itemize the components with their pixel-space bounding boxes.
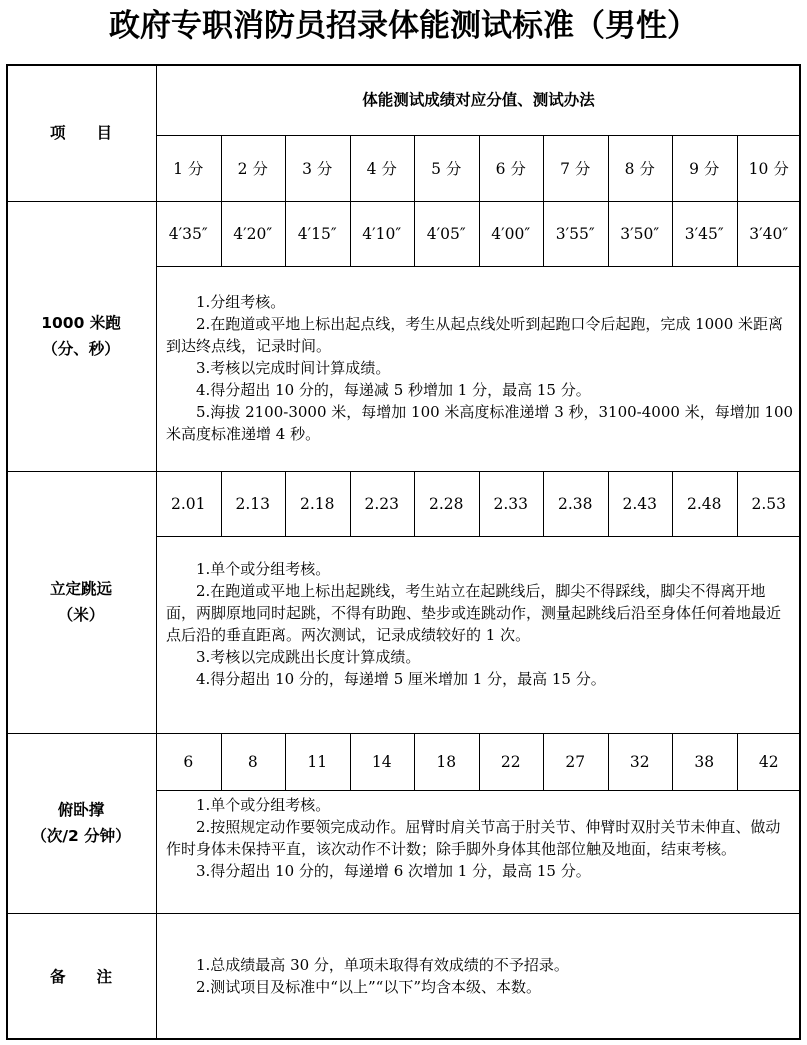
- jump-values-divider: [156, 536, 801, 537]
- jump-cell: 2.28: [428, 494, 464, 513]
- pushup-note-3: 3.得分超出 10 分的，每递增 6 次增加 1 分，最高 15 分。: [196, 862, 591, 880]
- pushup-notes: [166, 794, 794, 882]
- pushup-note-1: 1.单个或分组考核。: [196, 796, 331, 814]
- jump-cell: 2.53: [751, 494, 786, 513]
- column-divider: [543, 471, 544, 536]
- column-divider: [221, 201, 222, 266]
- run-label-line2: （分、秒）: [42, 340, 120, 358]
- scores-cell: 1 分: [173, 160, 204, 178]
- run-notes: [166, 291, 794, 445]
- jump-note-1: 1.单个或分组考核。: [196, 560, 331, 578]
- column-divider: [543, 135, 544, 201]
- run-cell: 4′35″: [168, 224, 208, 243]
- run-cell: 4′15″: [297, 224, 337, 243]
- jump-cell: 2.01: [170, 494, 206, 513]
- scores-cell: 9 分: [689, 160, 720, 178]
- column-divider: [672, 733, 673, 790]
- scores-cell: 8 分: [624, 160, 655, 178]
- column-divider: [608, 135, 609, 201]
- column-divider: [479, 733, 480, 790]
- pushup-label: [6, 733, 156, 913]
- pushup-label-line1: 俯卧撑: [57, 801, 105, 819]
- column-divider: [737, 733, 738, 790]
- column-divider: [350, 135, 351, 201]
- pushup-note-2: 2.按照规定动作要领完成动作。屈臂时肩关节高于肘关节、伸臂时双肘关节未伸直、做动作时身体未保持平直，该次动作不计数；除手脚外身体其他部位触及地面，结束考核。: [166, 818, 781, 858]
- column-divider: [221, 733, 222, 790]
- run-cell: 3′40″: [749, 224, 789, 243]
- run-label-line1: 1000 米跑: [41, 314, 121, 332]
- run-cell: 4′05″: [426, 224, 466, 243]
- run-label: [6, 201, 156, 471]
- column-divider: [285, 135, 286, 201]
- column-divider: [285, 733, 286, 790]
- column-divider: [285, 201, 286, 266]
- jump-notes: [166, 558, 794, 690]
- column-divider: [737, 135, 738, 201]
- pushup-values-divider: [156, 790, 801, 791]
- column-divider: [608, 471, 609, 536]
- run-cell: 4′20″: [233, 224, 273, 243]
- pushup-label-line2: （次/2 分钟）: [31, 827, 131, 845]
- column-divider: [672, 135, 673, 201]
- run-note-2: 2.在跑道或平地上标出起点线，考生从起点线处听到起跑口令后起跑，完成 1000 米距离到达终点线，记录时间。: [166, 315, 784, 355]
- jump-note-3: 3.考核以完成跳出长度计算成绩。: [196, 648, 421, 666]
- column-divider: [543, 733, 544, 790]
- run-note-4: 4.得分超出 10 分的，每递减 5 秒增加 1 分，最高 15 分。: [196, 381, 591, 399]
- jump-cell: 2.43: [622, 494, 657, 513]
- run-cell: 3′45″: [684, 224, 724, 243]
- column-divider: [414, 733, 415, 790]
- column-divider: [221, 471, 222, 536]
- run-note-5: 5.海拔 2100-3000 米，每增加 100 米高度标准递增 3 秒，3100-4000 米，每增加 100 米高度标准递增 4 秒。: [166, 403, 794, 443]
- column-divider: [608, 201, 609, 266]
- column-divider: [608, 733, 609, 790]
- item-header: 项 目: [49, 123, 112, 142]
- remarks-note-2: 2.测试项目及标准中“以上”“以下”均含本级、本数。: [196, 978, 541, 996]
- jump-cell: 2.23: [364, 494, 399, 513]
- run-note-3: 3.考核以完成时间计算成绩。: [196, 359, 391, 377]
- scores-cell: 2 分: [237, 160, 268, 178]
- pushup-cell: 32: [629, 752, 650, 771]
- column-divider: [350, 733, 351, 790]
- column-divider: [414, 201, 415, 266]
- column-divider: [414, 471, 415, 536]
- run-cell: 4′10″: [362, 224, 402, 243]
- remarks-notes: [166, 954, 794, 998]
- column-divider: [543, 201, 544, 266]
- run-note-1: 1.分组考核。: [196, 293, 286, 311]
- jump-label: [6, 471, 156, 733]
- run-cell: 4′00″: [491, 224, 531, 243]
- column-divider: [737, 471, 738, 536]
- jump-cell: 2.18: [299, 494, 335, 513]
- span-header: 体能测试成绩对应分值、测试办法: [362, 90, 595, 109]
- pushup-cell: 27: [565, 752, 586, 771]
- column-divider: [479, 471, 480, 536]
- pushup-cell: 22: [500, 752, 521, 771]
- pushup-cell: 18: [436, 752, 457, 771]
- column-divider: [221, 135, 222, 201]
- run-cell: 3′55″: [555, 224, 595, 243]
- scores-cell: 7 分: [560, 160, 591, 178]
- pushup-cell: 8: [247, 752, 258, 771]
- scores-cell: 4 分: [366, 160, 397, 178]
- standards-table: [6, 64, 801, 1040]
- jump-label-line2: （米）: [57, 606, 105, 624]
- pushup-cell: 14: [371, 752, 392, 771]
- column-divider: [479, 201, 480, 266]
- jump-cell: 2.48: [686, 494, 722, 513]
- pushup-cell: 11: [307, 752, 328, 771]
- column-divider: [285, 471, 286, 536]
- remarks-label: 备 注: [49, 967, 112, 986]
- run-values-divider: [156, 266, 801, 267]
- jump-cell: 2.38: [557, 494, 593, 513]
- scores-cell: 5 分: [431, 160, 462, 178]
- run-cell: 3′50″: [620, 224, 660, 243]
- column-divider: [350, 471, 351, 536]
- jump-cell: 2.13: [235, 494, 270, 513]
- scores-cell: 6 分: [495, 160, 526, 178]
- scores-cell: 3 分: [302, 160, 333, 178]
- column-divider: [414, 135, 415, 201]
- column-divider: [672, 471, 673, 536]
- pushup-cell: 42: [758, 752, 779, 771]
- jump-label-line1: 立定跳远: [49, 580, 112, 598]
- scores-cell: 10 分: [748, 160, 789, 178]
- page-title: 政府专职消防员招录体能测试标准（男性）: [109, 8, 698, 44]
- jump-note-2: 2.在跑道或平地上标出起跳线，考生站立在起跳线后，脚尖不得踩线，脚尖不得离开地面，两脚原地同时起跳，不得有助跑、垫步或连跳动作，测量起跳线后沿至身体任何着地最近点后沿的垂直距离。两次测试，记录成绩较好的 1 次。: [166, 582, 782, 644]
- column-divider: [672, 201, 673, 266]
- column-divider: [737, 201, 738, 266]
- pushup-cell: 6: [183, 752, 194, 771]
- column-divider: [479, 135, 480, 201]
- column-divider: [350, 201, 351, 266]
- remarks-note-1: 1.总成绩最高 30 分，单项未取得有效成绩的不予招录。: [196, 956, 569, 974]
- jump-cell: 2.33: [493, 494, 528, 513]
- jump-note-4: 4.得分超出 10 分的，每递增 5 厘米增加 1 分，最高 15 分。: [196, 670, 606, 688]
- pushup-cell: 38: [694, 752, 715, 771]
